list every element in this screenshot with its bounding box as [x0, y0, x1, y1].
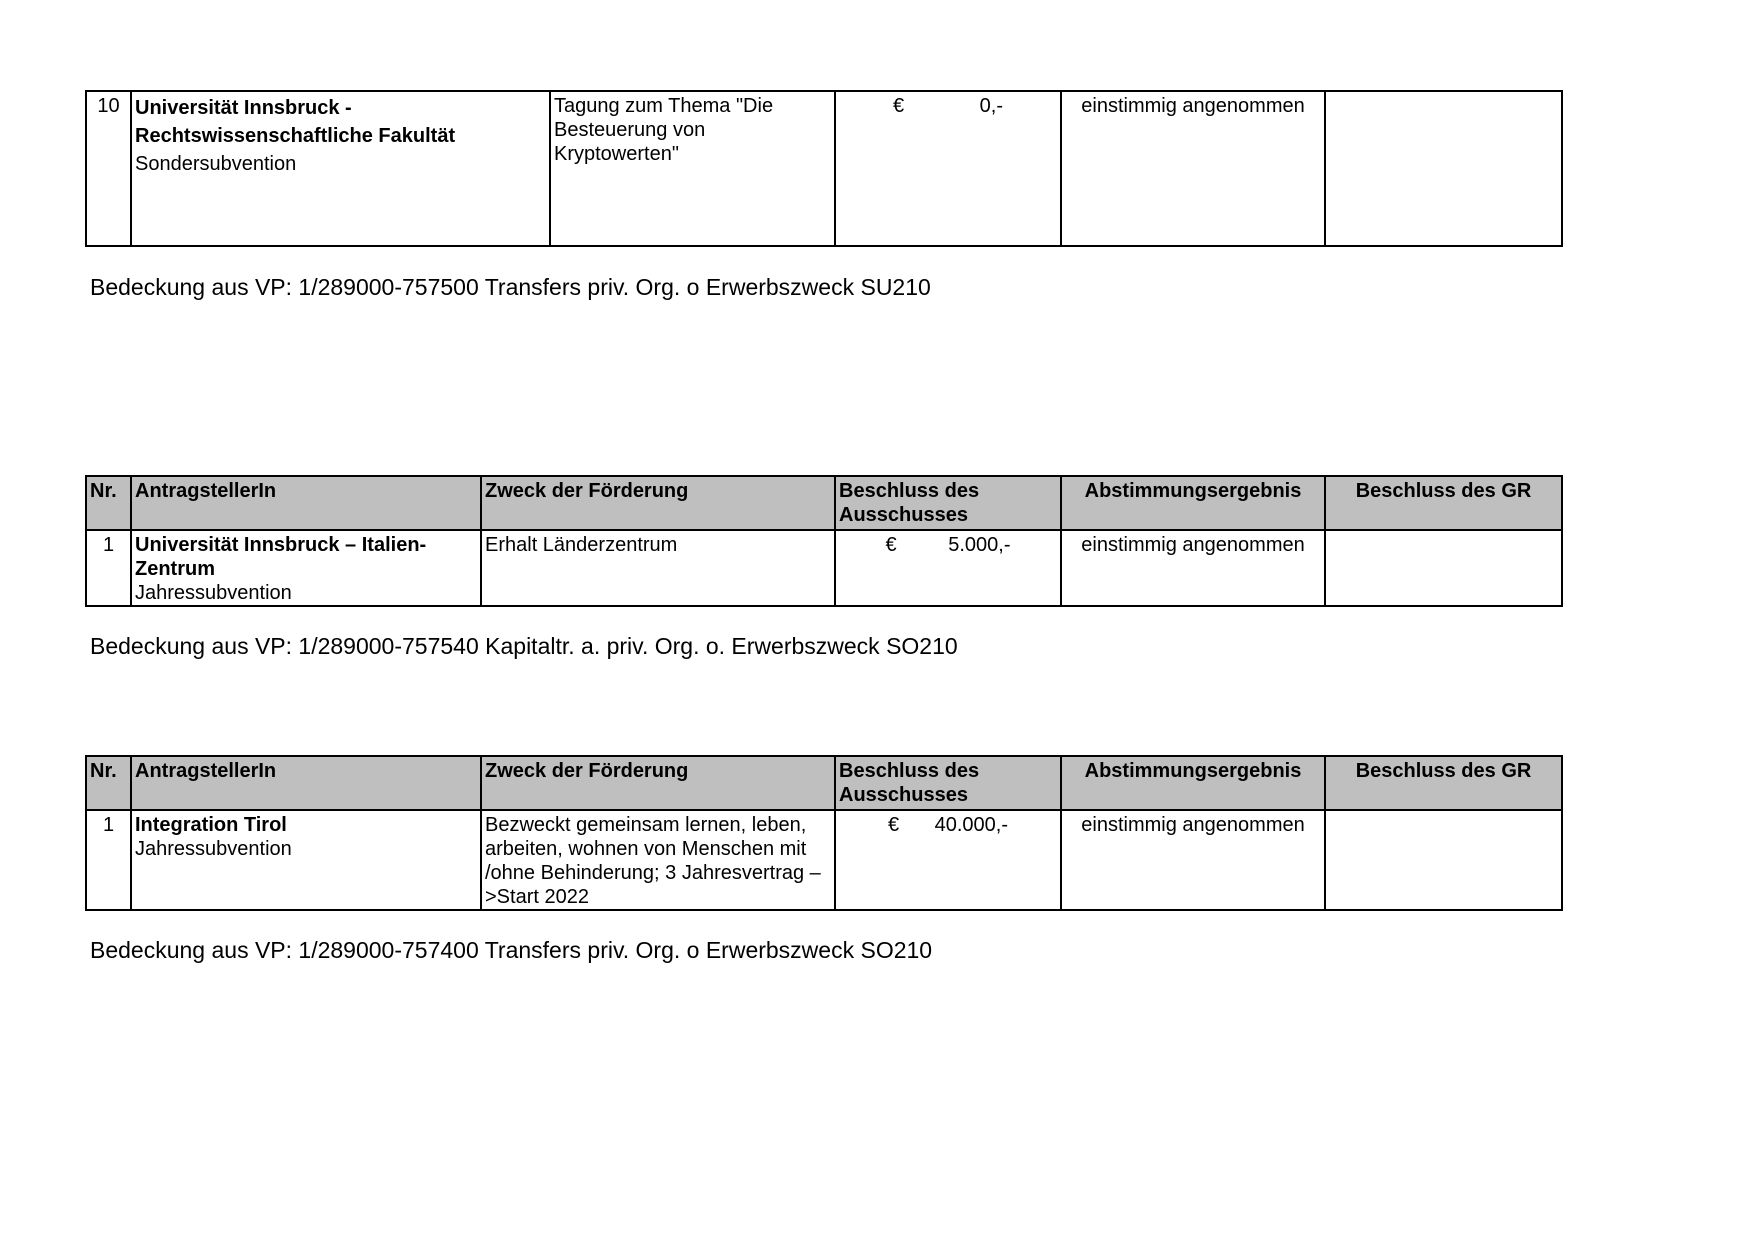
header-nr: Nr. — [86, 756, 131, 810]
budget-coverage-note: Bedeckung aus VP: 1/289000-757540 Kapitaltr. a. priv. Org. o. Erwerbszweck SO210 — [90, 633, 958, 659]
budget-coverage-note: Bedeckung aus VP: 1/289000-757500 Transfers priv. Org. o Erwerbszweck SU210 — [90, 274, 931, 300]
amount-cell — [835, 530, 1061, 606]
currency-symbol: € — [888, 814, 900, 836]
applicant-cell — [131, 810, 481, 910]
header-nr: Nr. — [86, 476, 131, 530]
purpose-cell: Bezweckt gemeinsam lernen, leben, arbeiten, wohnen von Menschen mit /ohne Behinderung; 3 Jahresvertrag – >Start 2022 — [481, 810, 835, 910]
funding-table-integration-tirol — [85, 755, 1563, 911]
header-applicant: AntragstellerIn — [131, 476, 481, 530]
amount-cell — [835, 91, 1061, 246]
amount-value: 5.000,- — [948, 534, 1011, 556]
amount-value: 40.000,- — [934, 814, 1008, 836]
subsidy-type: Jahressubvention — [135, 838, 292, 860]
table-row — [86, 91, 1562, 246]
vote-result: einstimmig angenommen — [1061, 91, 1325, 246]
subsidy-type: Sondersubvention — [135, 153, 297, 175]
vote-result: einstimmig angenommen — [1061, 530, 1325, 606]
applicant-cell — [131, 91, 550, 246]
header-purpose: Zweck der Förderung — [481, 476, 835, 530]
currency-symbol: € — [893, 95, 905, 117]
purpose-cell: Tagung zum Thema "Die Besteuerung von Kryptowerten" — [550, 91, 835, 246]
header-gr-decision: Beschluss des GR — [1325, 756, 1562, 810]
applicant-name: Universität Innsbruck – Italien-Zentrum — [135, 534, 427, 580]
applicant-name-continued: Rechtswissenschaftliche Fakultät — [135, 125, 456, 147]
subsidy-type: Jahressubvention — [135, 582, 292, 604]
header-committee-decision: Beschluss des Ausschusses — [835, 756, 1061, 810]
row-number: 1 — [86, 810, 131, 910]
applicant-cell — [131, 530, 481, 606]
row-number: 10 — [86, 91, 131, 246]
gr-decision — [1325, 530, 1562, 606]
applicant-name: Integration Tirol — [135, 814, 287, 836]
table-header-row — [86, 476, 1562, 530]
gr-decision — [1325, 91, 1562, 246]
header-purpose: Zweck der Förderung — [481, 756, 835, 810]
header-gr-decision: Beschluss des GR — [1325, 476, 1562, 530]
header-applicant: AntragstellerIn — [131, 756, 481, 810]
amount-cell — [835, 810, 1061, 910]
budget-coverage-note: Bedeckung aus VP: 1/289000-757400 Transfers priv. Org. o Erwerbszweck SO210 — [90, 937, 933, 963]
gr-decision — [1325, 810, 1562, 910]
funding-table-continued — [85, 90, 1563, 247]
header-vote-result: Abstimmungsergebnis — [1061, 476, 1325, 530]
header-vote-result: Abstimmungsergebnis — [1061, 756, 1325, 810]
table-row — [86, 530, 1562, 606]
amount-value: 0,- — [979, 95, 1003, 117]
applicant-name: Universität Innsbruck - — [135, 97, 352, 119]
row-number: 1 — [86, 530, 131, 606]
header-committee-decision: Beschluss des Ausschusses — [835, 476, 1061, 530]
purpose-cell: Erhalt Länderzentrum — [481, 530, 835, 606]
funding-table-italien-zentrum — [85, 475, 1563, 607]
table-header-row — [86, 756, 1562, 810]
table-row — [86, 810, 1562, 910]
currency-symbol: € — [885, 534, 897, 556]
vote-result: einstimmig angenommen — [1061, 810, 1325, 910]
